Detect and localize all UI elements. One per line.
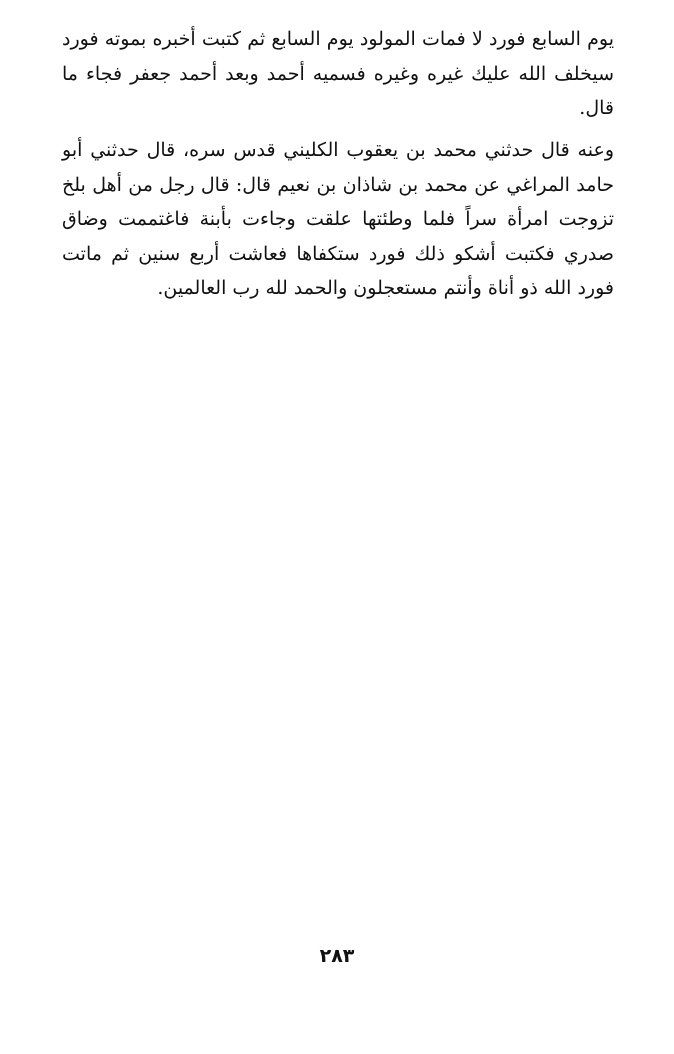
paragraph-2: وعنه قال حدثني محمد بن يعقوب الكليني قدس سره، قال حدثني أبو حامد المراغي عن محمد بن شاذان بن نعيم قال: قال رجل من أهل بلخ تزوجت امرأة سراً فلما وطئتها علقت وجاءت بأبنة فاغتممت وضاق صدري فكتبت أشكو ذلك فورد ستكفاها فعاشت أربع سنين ثم ماتت فورد الله ذو أناة وأنتم مستعجلون والحمد لله رب العالمين. bbox=[62, 139, 614, 299]
paragraph-1: يوم السابع فورد لا فمات المولود يوم السابع ثم كتبت أخبره بموته فورد سيخلف الله عليك غيره وغيره فسميه أحمد وبعد أحمد جعفر فجاء ما قال. bbox=[62, 28, 614, 119]
page-number: ٢٨٣ bbox=[319, 945, 355, 967]
